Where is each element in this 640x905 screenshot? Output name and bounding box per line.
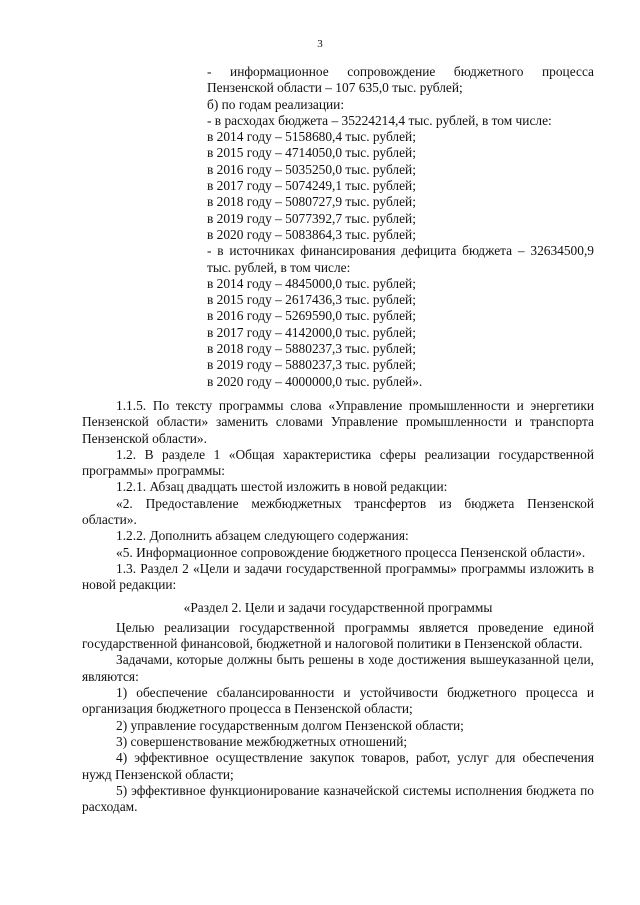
section-heading: «Раздел 2. Цели и задачи государственной программы [183, 599, 493, 615]
funding-line: - в источниках финансирования дефицита бюджета – 32634500,9 тыс. рублей, в том числе: [207, 243, 594, 275]
funding-line: в 2015 году – 2617436,3 тыс. рублей; [207, 292, 416, 308]
page-number: 3 [317, 38, 323, 50]
funding-line: - в расходах бюджета – 35224214,4 тыс. рублей, в том числе: [207, 112, 552, 128]
funding-line: в 2020 году – 5083864,3 тыс. рублей; [207, 226, 416, 242]
funding-line: в 2016 году – 5269590,0 тыс. рублей; [207, 308, 416, 324]
paragraph: «2. Предоставление межбюджетных трансфертов из бюджета Пензенской области». [82, 495, 594, 528]
paragraph: 1.3. Раздел 2 «Цели и задачи государственной программы» программы изложить в новой редакции: [82, 560, 594, 593]
task-item: 4) эффективное осуществление закупок товаров, работ, услуг для обеспечения нужд Пензенской области; [82, 750, 594, 782]
paragraph: Задачами, которые должны быть решены в ходе достижения вышеуказанной цели, являются: [82, 652, 594, 684]
funding-line: в 2017 году – 4142000,0 тыс. рублей; [207, 324, 416, 340]
funding-line: в 2018 году – 5080727,9 тыс. рублей; [207, 194, 416, 210]
funding-line: б) по годам реализации: [207, 96, 345, 112]
paragraph: 1.2. В разделе 1 «Общая характеристика сферы реализации государственной программы» программы: [82, 446, 594, 479]
funding-line: в 2019 году – 5077392,7 тыс. рублей; [207, 210, 416, 226]
funding-line: в 2016 году – 5035250,0 тыс. рублей; [207, 161, 416, 177]
document-body [82, 398, 594, 815]
paragraph: «5. Информационное сопровождение бюджетного процесса Пензенской области». [116, 544, 586, 560]
paragraph: 1.1.5. По тексту программы слова «Управление промышленности и энергетики Пензенской области» заменить словами Управление промышленности и транспорта Пензенской области». [82, 398, 594, 446]
funding-line: - информационное сопровождение бюджетного процесса Пензенской области – 107 635,0 тыс. рублей; [207, 64, 594, 96]
funding-line: в 2017 году – 5074249,1 тыс. рублей; [207, 178, 416, 194]
paragraph: 1.2.2. Дополнить абзацем следующего содержания: [116, 528, 409, 544]
funding-line: в 2014 году – 5158680,4 тыс. рублей; [207, 129, 416, 145]
funding-line: в 2019 году – 5880237,3 тыс. рублей; [207, 357, 416, 373]
task-item: 5) эффективное функционирование казначейской системы исполнения бюджета по расходам. [82, 782, 594, 815]
task-item: 3) совершенствование межбюджетных отношений; [116, 733, 408, 749]
task-item: 1) обеспечение сбалансированности и устойчивости бюджетного процесса и организация бюджетного процесса в Пензенской области; [82, 685, 594, 717]
task-item: 2) управление государственным долгом Пензенской области; [116, 717, 464, 733]
funding-line: в 2014 году – 4845000,0 тыс. рублей; [207, 275, 416, 291]
funding-line: в 2015 году – 4714050,0 тыс. рублей; [207, 145, 416, 161]
funding-line: в 2020 году – 4000000,0 тыс. рублей». [207, 373, 423, 389]
funding-breakdown [207, 64, 594, 390]
paragraph: 1.2.1. Абзац двадцать шестой изложить в новой редакции: [116, 479, 448, 495]
funding-line: в 2018 году – 5880237,3 тыс. рублей; [207, 341, 416, 357]
paragraph: Целью реализации государственной программы является проведение единой государственной финансовой, бюджетной и налоговой политики в Пензенской области. [82, 619, 594, 652]
